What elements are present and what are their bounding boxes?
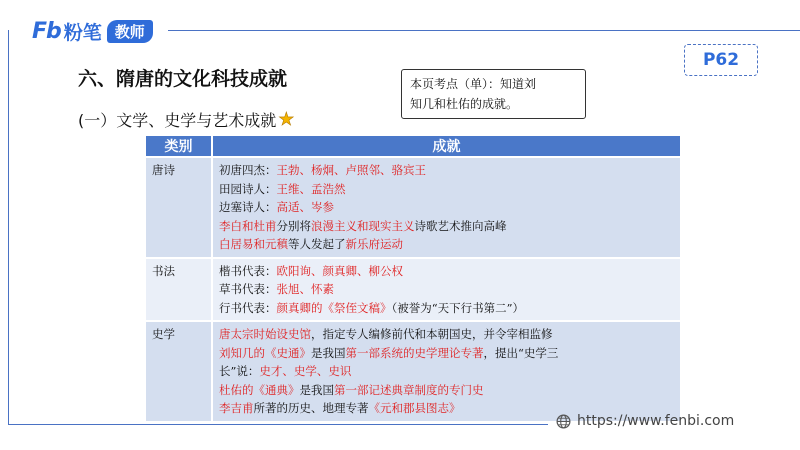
body-text: 田园诗人： [219, 181, 277, 196]
highlight-text: 颜真卿的《祭侄文稿》 [276, 300, 392, 315]
header-category: 类别 [146, 136, 212, 157]
achievement-line [219, 198, 680, 217]
highlight-text: 王勃、杨炯、卢照邻、骆宾王 [276, 163, 426, 177]
footer-url[interactable] [556, 413, 734, 429]
achievement-line [219, 280, 680, 299]
achievement-line [219, 235, 680, 254]
header-achievement: 成就 [212, 136, 680, 157]
body-text: 初唐四杰： [219, 163, 277, 177]
body-text: （被誉为“天下行书第二”） [391, 300, 525, 315]
achievement-line [219, 161, 680, 180]
achievement-line [219, 217, 680, 236]
note-line: 本页考点（单）：知道刘 [410, 77, 537, 91]
body-text: 等人发起了 [288, 237, 346, 251]
brand-tag: 教师 [107, 20, 153, 43]
star-icon: ★ [278, 109, 295, 130]
page-title: 六、隋唐的文化科技成就 [78, 68, 288, 90]
body-text: 楷书代表： [219, 263, 277, 278]
body-text: ，提出“史学三 [483, 345, 559, 360]
page-number-badge [684, 44, 758, 76]
brand-logo [32, 18, 153, 44]
highlight-text: 《元和郡县图志》 [368, 401, 461, 415]
highlight-text: 第一部系统的史学理论专著 [345, 345, 484, 360]
achievement-line [219, 325, 680, 344]
exam-point-note [401, 69, 586, 119]
achievement-line [219, 262, 680, 281]
row-achievements [212, 321, 680, 422]
row-achievements [212, 258, 680, 322]
highlight-text: 杜佑的《通典》 [219, 382, 300, 397]
page-number: P62 [702, 50, 740, 70]
body-text: 所著的历史、地理专著 [253, 401, 369, 415]
achievement-line [219, 180, 680, 199]
achievement-line [219, 362, 680, 381]
highlight-text: 高适、岑参 [276, 200, 334, 214]
body-text: ，指定专人编修前代和本朝国史，并令宰相监修 [311, 327, 553, 341]
achievement-line [219, 344, 680, 363]
body-text: 行书代表： [219, 300, 277, 315]
highlight-text: 李吉甫 [219, 401, 254, 415]
highlight-text: 唐太宗时始设史馆 [219, 327, 311, 341]
table-row [146, 157, 680, 258]
body-text: 诗歌艺术推向高峰 [414, 218, 507, 233]
highlight-text: 白居易和元稹 [219, 237, 288, 251]
achievements-table [146, 136, 680, 423]
body-text: 边塞诗人： [219, 200, 277, 214]
highlight-text: 第一部记述典章制度的专门史 [334, 382, 484, 397]
body-text: 长”说： [219, 364, 260, 378]
globe-icon [556, 414, 571, 429]
highlight-text: 新乐府运动 [345, 237, 403, 251]
row-category: 史学 [146, 321, 212, 422]
footer-url-text: https://www.fenbi.com [577, 413, 735, 429]
brand-name: 粉笔 [63, 21, 102, 44]
highlight-text: 史才、史学、史识 [259, 364, 352, 378]
section-subtitle [78, 108, 294, 131]
achievement-line [219, 381, 680, 400]
highlight-text: 王维、孟浩然 [276, 181, 346, 196]
highlight-text: 李白和杜甫 [219, 218, 277, 233]
row-category: 书法 [146, 258, 212, 322]
frame-top-line [168, 30, 800, 31]
table-header-row [146, 136, 680, 157]
table-row [146, 258, 680, 322]
frame-left-line [8, 30, 9, 424]
brand-mark: Fb [32, 18, 61, 44]
table-row [146, 321, 680, 422]
note-line: 知几和杜佑的成就。 [410, 97, 519, 111]
achievement-line [219, 299, 680, 318]
highlight-text: 浪漫主义和现实主义 [311, 218, 415, 233]
subtitle-text: (一）文学、史学与艺术成就 [78, 111, 277, 130]
row-achievements [212, 157, 680, 258]
highlight-text: 张旭、怀素 [276, 282, 334, 296]
frame-bottom-line [8, 424, 548, 425]
body-text: 是我国 [311, 345, 346, 360]
body-text: 草书代表： [219, 282, 277, 296]
row-category: 唐诗 [146, 157, 212, 258]
highlight-text: 欧阳询、颜真卿、柳公权 [276, 263, 403, 278]
body-text: 分别将 [276, 218, 311, 233]
highlight-text: 刘知几的《史通》 [219, 345, 311, 360]
body-text: 是我国 [299, 382, 334, 397]
